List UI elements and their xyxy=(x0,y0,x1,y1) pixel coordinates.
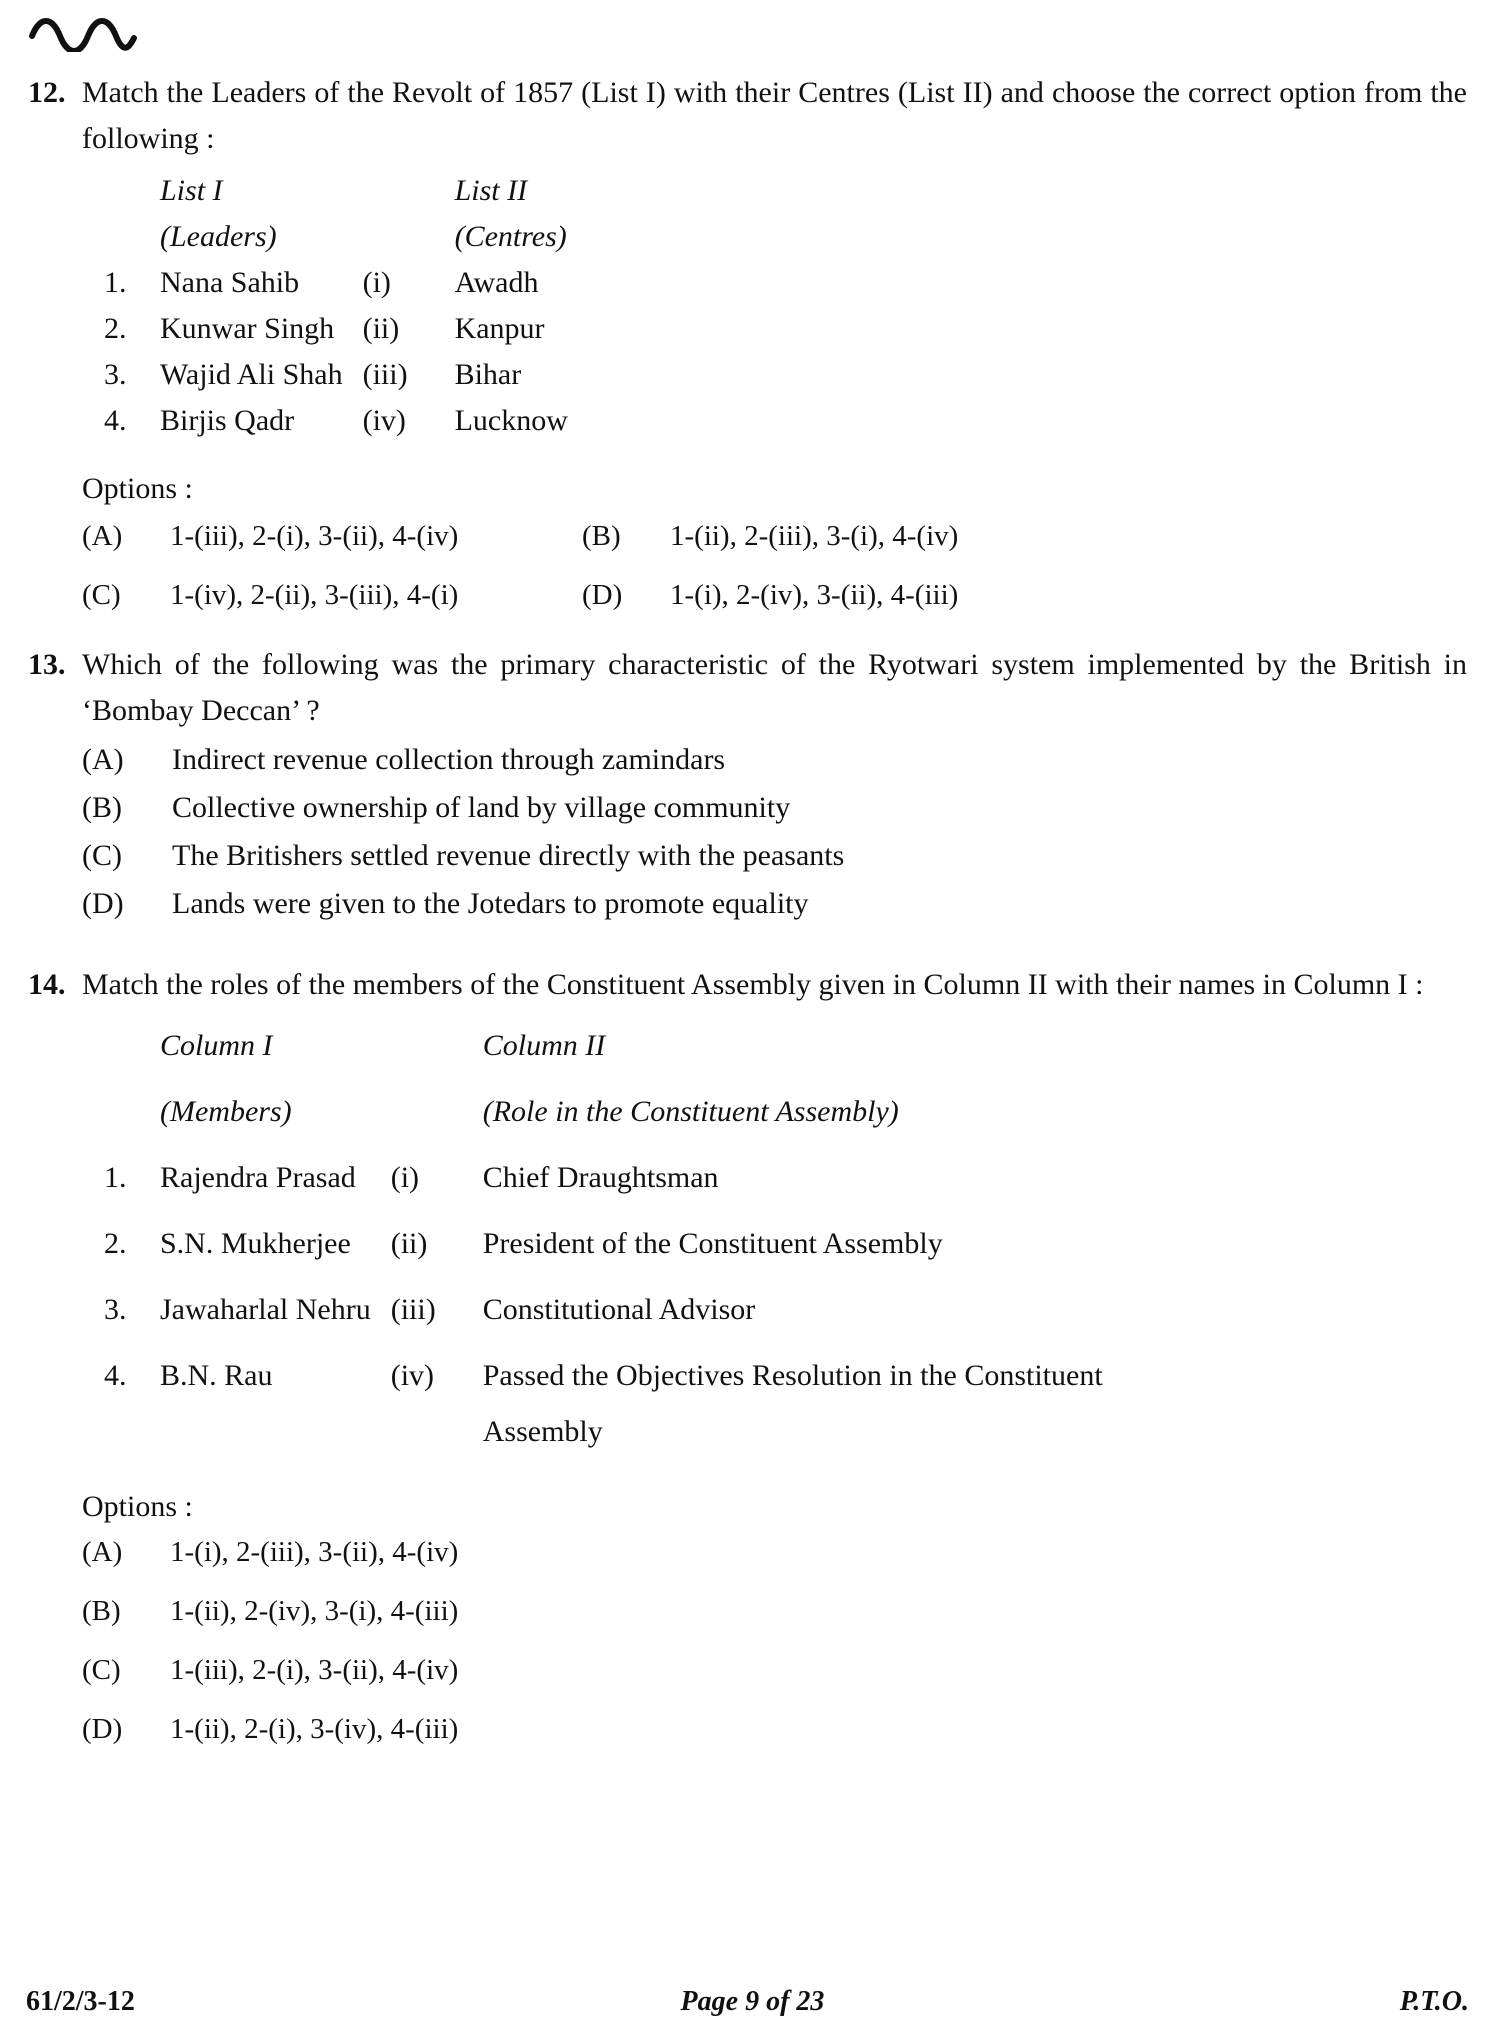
row-roman-index: (iii) xyxy=(390,1293,436,1326)
row-index: 4. xyxy=(104,1359,127,1392)
option-text: Collective ownership of land by village community xyxy=(172,791,791,824)
option-c[interactable] xyxy=(82,832,1467,880)
row-roman-index: (ii) xyxy=(390,1227,428,1260)
question-stem: Match the roles of the members of the Constituent Assembly given in Column II with their names in Column I : xyxy=(82,968,1424,1001)
option-b[interactable] xyxy=(82,1595,1467,1628)
row-index: 3. xyxy=(104,1293,127,1326)
option-text: 1-(iii), 2-(i), 3-(ii), 4-(iv) xyxy=(170,520,459,552)
option-text: 1-(iv), 2-(ii), 3-(iii), 4-(i) xyxy=(170,579,459,611)
option-text: Lands were given to the Jotedars to promote equality xyxy=(172,887,809,920)
row-roman-index: (i) xyxy=(390,1161,420,1194)
list-right-subtitle: (Centres) xyxy=(454,220,567,253)
row-right-value: Chief Draughtsman xyxy=(482,1161,719,1194)
option-letter: (D) xyxy=(82,1713,123,1745)
row-right-value: Constitutional Advisor xyxy=(482,1293,756,1326)
row-roman-index: (i) xyxy=(362,266,391,299)
options-list xyxy=(82,736,1467,928)
row-left-value: Jawaharlal Nehru xyxy=(160,1293,371,1326)
list-left-subtitle: (Members) xyxy=(160,1095,292,1128)
list-right-title: List II xyxy=(454,174,528,207)
option-a[interactable] xyxy=(82,736,1467,784)
row-index: 1. xyxy=(104,1161,127,1194)
list-right-title: Column II xyxy=(482,1029,606,1062)
table-row xyxy=(82,1150,1143,1216)
option-text: 1-(iii), 2-(i), 3-(ii), 4-(iv) xyxy=(170,1654,459,1686)
question-14 xyxy=(0,962,1505,1772)
row-index: 1. xyxy=(104,266,127,299)
option-letter: (B) xyxy=(82,791,122,824)
paper-code: 61/2/3-12 xyxy=(26,1986,135,2017)
turn-over-label: P.T.O. xyxy=(1399,1986,1469,2017)
table-row xyxy=(82,1348,1143,1470)
table-row xyxy=(82,1282,1143,1348)
option-text: Indirect revenue collection through zamindars xyxy=(172,743,726,776)
question-number: 14. xyxy=(28,968,66,1001)
option-letter: (A) xyxy=(82,743,124,776)
questions-container xyxy=(0,70,1505,1778)
row-left-value: Kunwar Singh xyxy=(160,312,335,345)
row-right-value: Lucknow xyxy=(454,404,568,437)
list-left-title: List I xyxy=(160,174,223,207)
page-footer xyxy=(0,1986,1505,2018)
row-roman-index: (iv) xyxy=(390,1359,435,1392)
option-d[interactable] xyxy=(582,579,1467,612)
option-a[interactable] xyxy=(82,520,582,553)
row-left-value: Birjis Qadr xyxy=(160,404,295,437)
option-letter: (C) xyxy=(82,579,121,611)
question-stem: Which of the following was the primary characteristic of the Ryotwari system implemented by the British in ‘Bombay Deccan’ ? xyxy=(82,648,1467,727)
table-row xyxy=(82,260,568,306)
option-a[interactable] xyxy=(82,1536,1467,1569)
row-right-value: Bihar xyxy=(454,358,522,391)
row-left-value: B.N. Rau xyxy=(160,1359,273,1392)
row-roman-index: (ii) xyxy=(362,312,400,345)
question-13 xyxy=(0,642,1505,928)
table-row xyxy=(82,398,568,444)
options-label: Options : xyxy=(82,1490,193,1523)
row-index: 4. xyxy=(104,404,127,437)
row-index: 2. xyxy=(104,1227,127,1260)
spacer-cell xyxy=(82,214,160,260)
option-letter: (A) xyxy=(82,520,123,552)
option-b[interactable] xyxy=(582,520,1467,553)
list-left-title: Column I xyxy=(160,1029,273,1062)
match-table-header-row xyxy=(82,1018,1143,1084)
options-list xyxy=(82,1536,1467,1746)
match-list-table xyxy=(82,1018,1143,1470)
option-letter: (A) xyxy=(82,1536,123,1568)
options-label: Options : xyxy=(82,472,193,505)
option-c[interactable] xyxy=(82,1654,1467,1687)
option-letter: (D) xyxy=(582,579,623,611)
spacer-cell xyxy=(82,1018,160,1084)
option-letter: (B) xyxy=(82,1595,121,1627)
match-table-subheader-row xyxy=(82,1084,1143,1150)
option-text: 1-(ii), 2-(i), 3-(iv), 4-(iii) xyxy=(170,1713,459,1745)
row-index: 3. xyxy=(104,358,127,391)
option-text: 1-(i), 2-(iv), 3-(ii), 4-(iii) xyxy=(670,579,959,611)
option-letter: (B) xyxy=(582,520,621,552)
match-table-subheader-row xyxy=(82,214,568,260)
options-grid xyxy=(82,520,1467,612)
row-right-value: Awadh xyxy=(454,266,539,299)
row-right-value: President of the Constituent Assembly xyxy=(482,1227,943,1260)
row-right-value: Passed the Objectives Resolution in the Constituent Assembly xyxy=(482,1359,1103,1448)
table-row xyxy=(82,1216,1143,1282)
option-letter: (C) xyxy=(82,1654,121,1686)
page-number: Page 9 of 23 xyxy=(680,1986,825,2017)
option-d[interactable] xyxy=(82,1713,1467,1746)
spacer-cell xyxy=(82,168,160,214)
spacer-cell-2 xyxy=(391,1084,483,1150)
option-letter: (C) xyxy=(82,839,122,872)
question-number: 12. xyxy=(28,76,66,109)
question-body xyxy=(82,962,1505,1772)
option-text: 1-(ii), 2-(iv), 3-(i), 4-(iii) xyxy=(170,1595,459,1627)
row-left-value: Wajid Ali Shah xyxy=(160,358,343,391)
row-roman-index: (iii) xyxy=(362,358,408,391)
spacer-cell-2 xyxy=(363,168,455,214)
question-body xyxy=(82,70,1505,612)
row-left-value: Nana Sahib xyxy=(160,266,300,299)
list-right-subtitle: (Role in the Constituent Assembly) xyxy=(482,1095,899,1128)
option-text: 1-(i), 2-(iii), 3-(ii), 4-(iv) xyxy=(170,1536,459,1568)
row-left-value: Rajendra Prasad xyxy=(160,1161,356,1194)
question-12 xyxy=(0,70,1505,612)
option-d[interactable] xyxy=(82,880,1467,928)
match-list-table xyxy=(82,168,568,444)
row-left-value: S.N. Mukherjee xyxy=(160,1227,351,1260)
table-row xyxy=(82,306,568,352)
option-b[interactable] xyxy=(82,784,1467,832)
option-c[interactable] xyxy=(82,579,582,612)
match-table-header-row xyxy=(82,168,568,214)
question-stem: Match the Leaders of the Revolt of 1857 (List I) with their Centres (List II) and choose the correct option from the following : xyxy=(82,76,1467,155)
wave-mark-icon xyxy=(28,12,138,52)
option-text: The Britishers settled revenue directly with the peasants xyxy=(172,839,845,872)
list-left-subtitle: (Leaders) xyxy=(160,220,277,253)
row-index: 2. xyxy=(104,312,127,345)
table-row xyxy=(82,352,568,398)
spacer-cell-2 xyxy=(391,1018,483,1084)
row-right-value: Kanpur xyxy=(454,312,545,345)
option-text: 1-(ii), 2-(iii), 3-(i), 4-(iv) xyxy=(670,520,959,552)
spacer-cell-2 xyxy=(363,214,455,260)
question-body xyxy=(82,642,1505,928)
spacer-cell xyxy=(82,1084,160,1150)
question-number: 13. xyxy=(28,648,66,681)
row-roman-index: (iv) xyxy=(362,404,406,437)
option-letter: (D) xyxy=(82,887,124,920)
